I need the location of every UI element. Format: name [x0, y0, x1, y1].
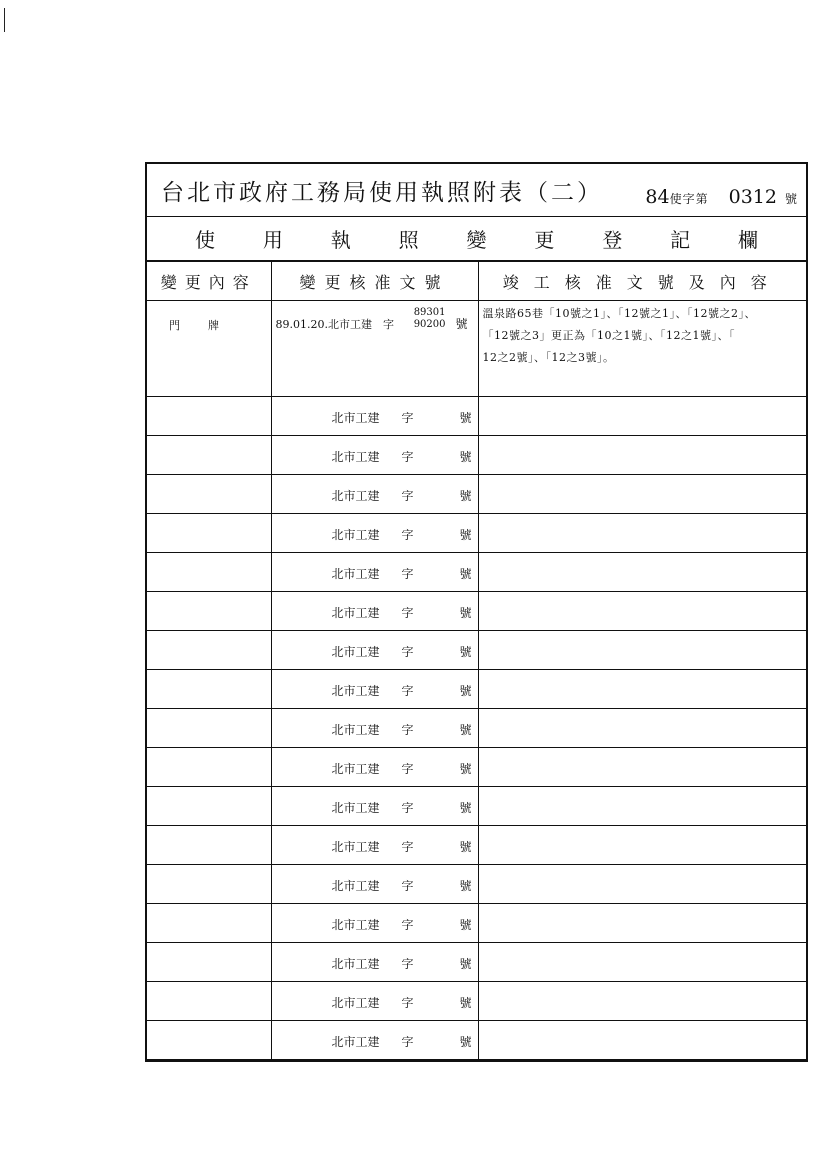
approval-prefix: 北市工建: [331, 879, 380, 893]
permit-label: 使字第: [669, 192, 709, 206]
table-row: [147, 826, 806, 865]
section-title-char: 照: [398, 228, 419, 252]
approval-date: 89.01.20.: [275, 318, 328, 331]
permit-serial: 0312: [728, 186, 777, 208]
approval-char: 字: [401, 450, 414, 464]
approval-prefix: 北市工建: [331, 489, 380, 503]
column-header-change-approval: 變更核准文號: [271, 262, 478, 301]
change-content-cell: [147, 514, 271, 553]
table-row: [147, 748, 806, 787]
change-content-cell: [147, 397, 271, 436]
table-row: [147, 592, 806, 631]
table-row: [147, 553, 806, 592]
approval-char: 字: [401, 801, 414, 815]
change-approval-cell: [271, 436, 478, 475]
change-approval-cell: [271, 1021, 478, 1060]
approval-char: 字: [401, 762, 414, 776]
approval-suffix: 號: [459, 606, 472, 620]
approval-suffix: 號: [459, 411, 472, 425]
approval-suffix: 號: [459, 723, 472, 737]
table-row: [147, 436, 806, 475]
table-row: [147, 865, 806, 904]
change-content-cell: [147, 787, 271, 826]
approval-prefix: 北市工建: [331, 1035, 380, 1049]
table-row: [147, 670, 806, 709]
approval-char: 字: [401, 489, 414, 503]
change-approval-cell: [271, 865, 478, 904]
approval-suffix: 號: [459, 996, 472, 1010]
form-title: 台北市政府工務局使用執照附表（二）: [161, 180, 603, 206]
table-header: [147, 262, 806, 301]
table-row: [147, 475, 806, 514]
approval-suffix: 號: [459, 918, 472, 932]
change-content-cell: [147, 943, 271, 982]
table-row: [147, 631, 806, 670]
change-register-table: [147, 261, 806, 1060]
approval-char: 字: [401, 411, 414, 425]
change-content-cell: [147, 748, 271, 787]
approval-prefix: 北市工建: [331, 762, 380, 776]
completion-content-cell: [478, 865, 806, 904]
change-content-cell: [147, 670, 271, 709]
approval-suffix: 號: [459, 567, 472, 581]
approval-suffix: 號: [459, 1035, 472, 1049]
approval-prefix: 北市工建: [331, 450, 380, 464]
completion-content-cell: [478, 436, 806, 475]
change-line: 溫泉路65巷「10號之1」、「12號之1」、「12號之2」、: [482, 307, 756, 320]
approval-suffix: 號: [459, 762, 472, 776]
approval-suffix: 號: [459, 450, 472, 464]
change-approval-cell: [271, 982, 478, 1021]
table-row: [147, 397, 806, 436]
approval-char: 字: [401, 528, 414, 542]
doc-number: 90200: [413, 319, 446, 330]
change-content-cell: [147, 592, 271, 631]
approval-char: 字: [401, 879, 414, 893]
approval-char: 字: [401, 645, 414, 659]
change-content-cell: [147, 826, 271, 865]
approval-suffix: 號: [459, 489, 472, 503]
approval-suffix: 號: [459, 528, 472, 542]
approval-char: 字: [401, 996, 414, 1010]
approval-date-prefix: [276, 316, 394, 332]
change-line: 「12號之3」更正為「10之1號」、「12之1號」、「: [482, 329, 735, 342]
permit-number: [645, 186, 798, 208]
change-approval-cell: [271, 748, 478, 787]
completion-content-cell: [478, 475, 806, 514]
table-row: [147, 514, 806, 553]
column-header-completion-approval: 竣工核准文號及內容: [478, 262, 806, 301]
change-approval-cell: [271, 592, 478, 631]
completion-content-cell: [478, 1021, 806, 1060]
table-row: [147, 904, 806, 943]
approval-char: 字: [401, 684, 414, 698]
completion-content-cell: [478, 826, 806, 865]
change-content-cell: [147, 904, 271, 943]
change-content-cell: [147, 436, 271, 475]
section-title-char: 執: [330, 228, 351, 252]
approval-prefix: 北市工建: [331, 684, 380, 698]
approval-char: 字: [401, 606, 414, 620]
completion-content-cell: [478, 787, 806, 826]
doc-number: 89301: [413, 307, 446, 318]
approval-char: 字: [401, 567, 414, 581]
change-approval-cell: [271, 943, 478, 982]
change-content-cell: [147, 865, 271, 904]
approval-prefix: 北市工建: [331, 645, 380, 659]
permit-year: 84: [645, 186, 670, 208]
change-content-cell: [147, 1021, 271, 1060]
change-approval-cell: [271, 475, 478, 514]
completion-content-cell: [478, 514, 806, 553]
change-content-cell: [147, 631, 271, 670]
approval-prefix: 北市工建: [331, 567, 380, 581]
section-title-char: 變: [466, 228, 487, 252]
approval-prefix: 北市工建: [331, 957, 380, 971]
approval-prefix: 北市工建: [331, 528, 380, 542]
change-content-cell: [147, 982, 271, 1021]
change-approval-cell: [271, 631, 478, 670]
approval-char: 字: [382, 318, 394, 331]
table-row: [147, 709, 806, 748]
approval-suffix: 號: [455, 317, 468, 331]
change-content-cell: [147, 709, 271, 748]
change-line: 12之2號」、「12之3號」。: [482, 351, 615, 364]
approval-suffix: 號: [459, 801, 472, 815]
completion-content-cell: [478, 631, 806, 670]
change-approval-cell: [271, 826, 478, 865]
approval-prefix: 北市工建: [331, 606, 380, 620]
table-row: [147, 787, 806, 826]
change-content-cell: [147, 475, 271, 514]
approval-suffix: 號: [459, 645, 472, 659]
change-approval-cell: [271, 397, 478, 436]
approval-char: 字: [401, 918, 414, 932]
approval-prefix: 北市工建: [331, 723, 380, 737]
completion-content-cell: [478, 982, 806, 1021]
section-title-char: 更: [534, 228, 555, 252]
approval-char: 字: [401, 723, 414, 737]
section-title-char: 使: [195, 228, 215, 252]
change-approval-cell: [271, 553, 478, 592]
change-content-cell: [147, 553, 271, 592]
column-header-change-content: 變更內容: [147, 262, 271, 301]
approval-char: 字: [401, 840, 414, 854]
approval-char: 字: [401, 1035, 414, 1049]
change-approval-cell: [271, 301, 478, 397]
approval-suffix: 號: [459, 840, 472, 854]
approval-prefix: 北市工建: [331, 801, 380, 815]
table-row: [147, 982, 806, 1021]
completion-content-cell: [478, 709, 806, 748]
margin-mark: [4, 8, 5, 32]
completion-content-cell: [478, 670, 806, 709]
table-row: [147, 301, 806, 397]
change-approval-cell: [271, 514, 478, 553]
change-approval-cell: [271, 670, 478, 709]
change-content-cell: 門牌: [147, 301, 271, 397]
completion-content-cell: [478, 301, 806, 397]
change-approval-cell: [271, 787, 478, 826]
approval-prefix: 北市工建: [331, 918, 380, 932]
approval-prefix: 北市工建: [331, 840, 380, 854]
section-title-char: 用: [262, 228, 283, 252]
completion-content-cell: [478, 592, 806, 631]
section-title-char: 記: [670, 228, 691, 252]
permit-suffix: 號: [784, 192, 798, 206]
usage-permit-attachment-form: [145, 162, 808, 1062]
approval-char: 字: [401, 957, 414, 971]
approval-prefix: 北市工建: [331, 996, 380, 1010]
approval-suffix: 號: [459, 879, 472, 893]
table-row: [147, 943, 806, 982]
approval-prefix: 北市工建: [327, 318, 372, 331]
completion-content-cell: [478, 748, 806, 787]
table-row: [147, 1021, 806, 1060]
completion-content-cell: [478, 904, 806, 943]
change-approval-cell: [271, 709, 478, 748]
section-title: [147, 217, 806, 261]
section-title-char: 登: [602, 228, 623, 252]
approval-prefix: 北市工建: [331, 411, 380, 425]
completion-content-cell: [478, 943, 806, 982]
completion-content-cell: [478, 397, 806, 436]
change-approval-cell: [271, 904, 478, 943]
approval-doc-numbers: [414, 307, 446, 331]
section-title-char: 欄: [738, 228, 758, 252]
completion-content-cell: [478, 553, 806, 592]
approval-suffix: 號: [459, 684, 472, 698]
approval-suffix: 號: [459, 957, 472, 971]
title-row: [147, 164, 806, 217]
